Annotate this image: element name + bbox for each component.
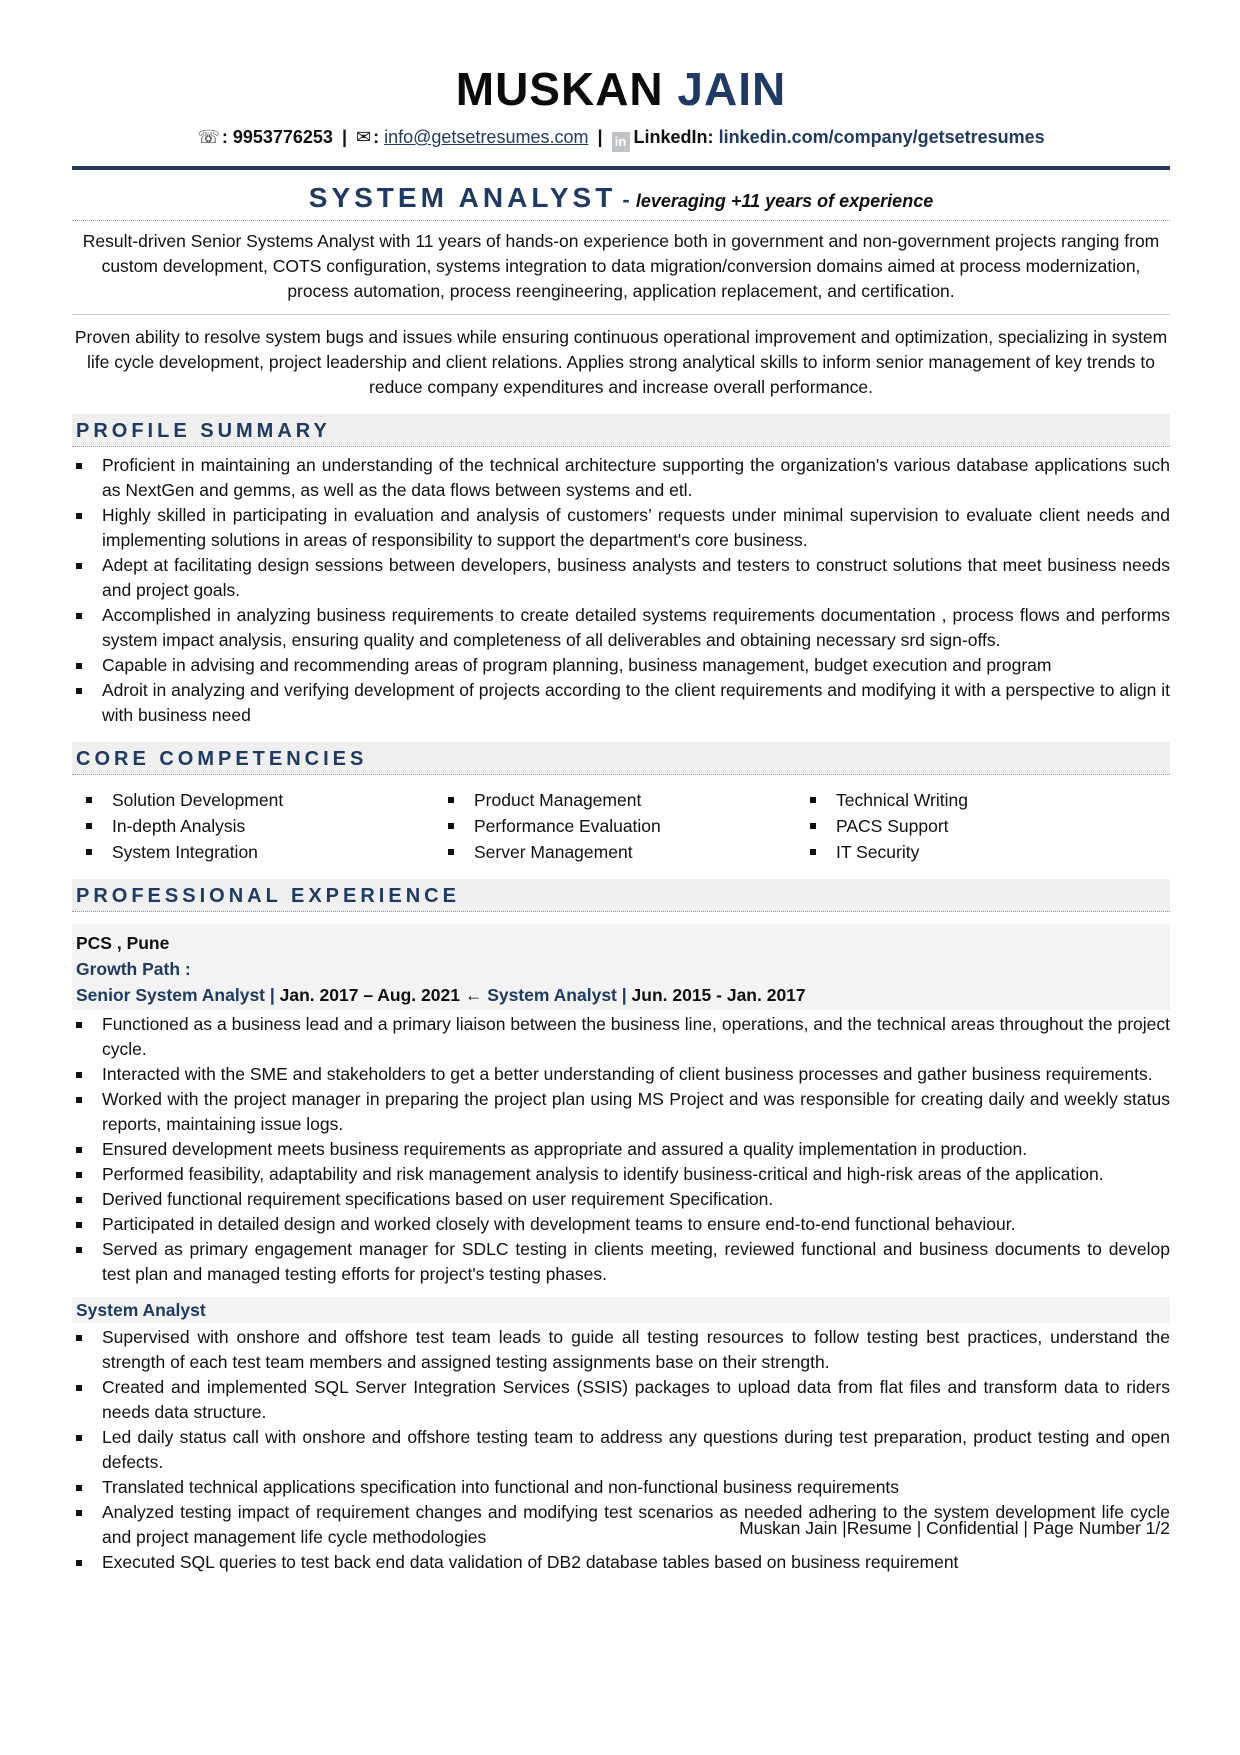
contact-line: ☏ : 9953776253 | ✉ : info@getsetresumes.com | in LinkedIn: linkedin.com/company/getsetresumes [72,124,1170,152]
email-link[interactable]: info@getsetresumes.com [384,127,589,147]
bullet-square-icon [76,1247,82,1253]
section-heading-core-competencies: CORE COMPETENCIES [72,742,1170,775]
last-name: JAIN [677,63,787,115]
list-item: Served as primary engagement manager for SDLC testing in clients meeting, reviewed functional and business documents to develop test plan and managed testing efforts for project's testing phases. [72,1237,1170,1287]
list-item: Executed SQL queries to test back end data validation of DB2 database tables based on business requirement [72,1550,1170,1575]
linkedin-link[interactable]: linkedin.com/company/getsetresumes [718,127,1045,147]
list-item: Adept at facilitating design sessions between developers, business analysts and testers to construct solutions that meet business needs and project goals. [72,553,1170,603]
linkedin-label: LinkedIn: [633,127,714,147]
list-item: Supervised with onshore and offshore test team leads to guide all testing resources to follow testing best practices, understand the strength of each test team members and assigned testing assignments base on their strength. [72,1325,1170,1375]
list-item: Adroit in analyzing and verifying development of projects according to the client requirements and modifying it with a perspective to align it with business need [72,678,1170,728]
bullet-square-icon [76,1097,82,1103]
bullet-square-icon [76,1385,82,1391]
bullet-square-icon [76,1485,82,1491]
bullet-square-icon [76,688,82,694]
phone-icon: ☏ [197,127,220,147]
dates-senior: Jan. 2017 – Aug. 2021 [279,985,460,1005]
bullet-square-icon [76,1172,82,1178]
role-rule [72,220,1170,221]
list-item: Worked with the project manager in preparing the project plan using MS Project and was responsible for creating daily and weekly status reports, maintaining issue logs. [72,1087,1170,1137]
experience-list [72,1012,1170,1287]
resume-page [72,0,1170,1575]
competencies-column [808,787,1170,865]
competency-item: In-depth Analysis [84,813,446,839]
first-name: MUSKAN [455,63,664,115]
bullet-square-icon [810,849,816,855]
list-item: Derived functional requirement specifications based on user requirement Specification. [72,1187,1170,1212]
section-heading-professional-experience: PROFESSIONAL EXPERIENCE [72,879,1170,912]
list-item: Created and implemented SQL Server Integration Services (SSIS) packages to upload data from flat files and transform data to riders needs data structure. [72,1375,1170,1425]
competency-item: Server Management [446,839,808,865]
bullet-square-icon [76,1022,82,1028]
header-rule [72,166,1170,170]
list-item: Highly skilled in participating in evaluation and analysis of customers’ requests under minimal supervision to evaluate client needs and implementing solutions in areas of responsibility to support the department's core business. [72,503,1170,553]
bullet-square-icon [76,1072,82,1078]
list-item: Led daily status call with onshore and offshore testing team to address any questions during test preparation, product testing and open defects. [72,1425,1170,1475]
mail-icon: ✉ [356,127,372,147]
competency-item: Technical Writing [808,787,1170,813]
bullet-square-icon [76,1510,82,1516]
bullet-square-icon [76,1335,82,1341]
intro-divider [72,314,1170,315]
divider: | [597,127,603,147]
competencies-column [446,787,808,865]
bullet-square-icon [76,613,82,619]
bullet-square-icon [76,1197,82,1203]
company-name: PCS , Pune [76,933,170,953]
competencies-grid [72,787,1170,865]
bullet-square-icon [76,463,82,469]
growth-path [76,982,1166,1008]
competencies-column [84,787,446,865]
bullet-square-icon [810,797,816,803]
role-title: SYSTEM ANALYST [308,182,617,213]
list-item: Proficient in maintaining an understanding of the technical architecture supporting the organization's various database applications such as NextGen and gemms, as well as the data flows between systems and etl. [72,453,1170,503]
bullet-square-icon [76,513,82,519]
role-headline [72,180,1170,216]
list-item: Ensured development meets business requirements as appropriate and assured a quality implementation in production. [72,1137,1170,1162]
linkedin-icon: in [612,132,630,152]
growth-path-label: Growth Path : [76,959,191,979]
competency-item: Product Management [446,787,808,813]
experience-header [72,924,1170,1010]
bullet-square-icon [76,663,82,669]
competency-item: PACS Support [808,813,1170,839]
list-item: Performed feasibility, adaptability and risk management analysis to identify business-critical and high-risk areas of the application. [72,1162,1170,1187]
bullet-square-icon [810,823,816,829]
list-item: Capable in advising and recommending areas of program planning, business management, budget execution and program [72,653,1170,678]
bullet-square-icon [76,1435,82,1441]
bullet-square-icon [448,797,454,803]
profile-summary-list [72,453,1170,728]
bullet-square-icon [86,849,92,855]
bullet-square-icon [76,1147,82,1153]
list-item: Translated technical applications specification into functional and non-functional business requirements [72,1475,1170,1500]
candidate-name [72,60,1170,118]
page-footer: Muskan Jain |Resume | Confidential | Page Number 1/2 [739,1518,1170,1538]
arrow-left-icon: ← [464,985,483,1005]
bullet-square-icon [86,797,92,803]
role-senior-system-analyst: Senior System Analyst | [76,985,275,1005]
sub-role-heading: System Analyst [72,1297,1170,1323]
role-system-analyst: System Analyst | [487,985,627,1005]
list-item: Participated in detailed design and worked closely with development teams to ensure end-to-end functional behaviour. [72,1212,1170,1237]
role-dash: - [616,187,636,212]
list-item: Accomplished in analyzing business requirements to create detailed systems requirements documentation , process flows and performs system impact analysis, ensuring quality and completeness of all deliverables and obtaining necessary srd sign-offs. [72,603,1170,653]
competency-item: Solution Development [84,787,446,813]
list-item: Analyzed testing impact of requirement changes and modifying test scenarios as needed adhering to the system development life cycle and project management life cycle methodologies [72,1500,1170,1550]
bullet-square-icon [448,823,454,829]
competency-item: System Integration [84,839,446,865]
intro-paragraph-2: Proven ability to resolve system bugs and issues while ensuring continuous operational improvement and optimization, specializing in system life cycle development, project leadership and client relations. Applies strong analytical skills to inform senior management of key trends to reduce company expenditures and increase overall performance. [74,327,1168,397]
intro-paragraph-1: Result-driven Senior Systems Analyst with 11 years of hands-on experience both in government and non-government projects ranging from custom development, COTS configuration, systems integration to data migration/conversion domains aimed at process modernization, process automation, process reengineering, application replacement, and certification. [82,231,1160,301]
list-item: Interacted with the SME and stakeholders to get a better understanding of client business processes and gather business requirements. [72,1062,1170,1087]
bullet-square-icon [76,563,82,569]
bullet-square-icon [76,1560,82,1566]
role-subtitle: leveraging +11 years of experience [635,191,934,211]
competency-item: Performance Evaluation [446,813,808,839]
bullet-square-icon [448,849,454,855]
dates-system-analyst: Jun. 2015 - Jan. 2017 [631,985,806,1005]
section-heading-profile-summary: PROFILE SUMMARY [72,414,1170,447]
competency-item: IT Security [808,839,1170,865]
bullet-square-icon [86,823,92,829]
phone-number: 9953776253 [232,127,333,147]
list-item: Functioned as a business lead and a primary liaison between the business line, operations, and the technical areas throughout the project cycle. [72,1012,1170,1062]
bullet-square-icon [76,1222,82,1228]
divider: | [341,127,347,147]
